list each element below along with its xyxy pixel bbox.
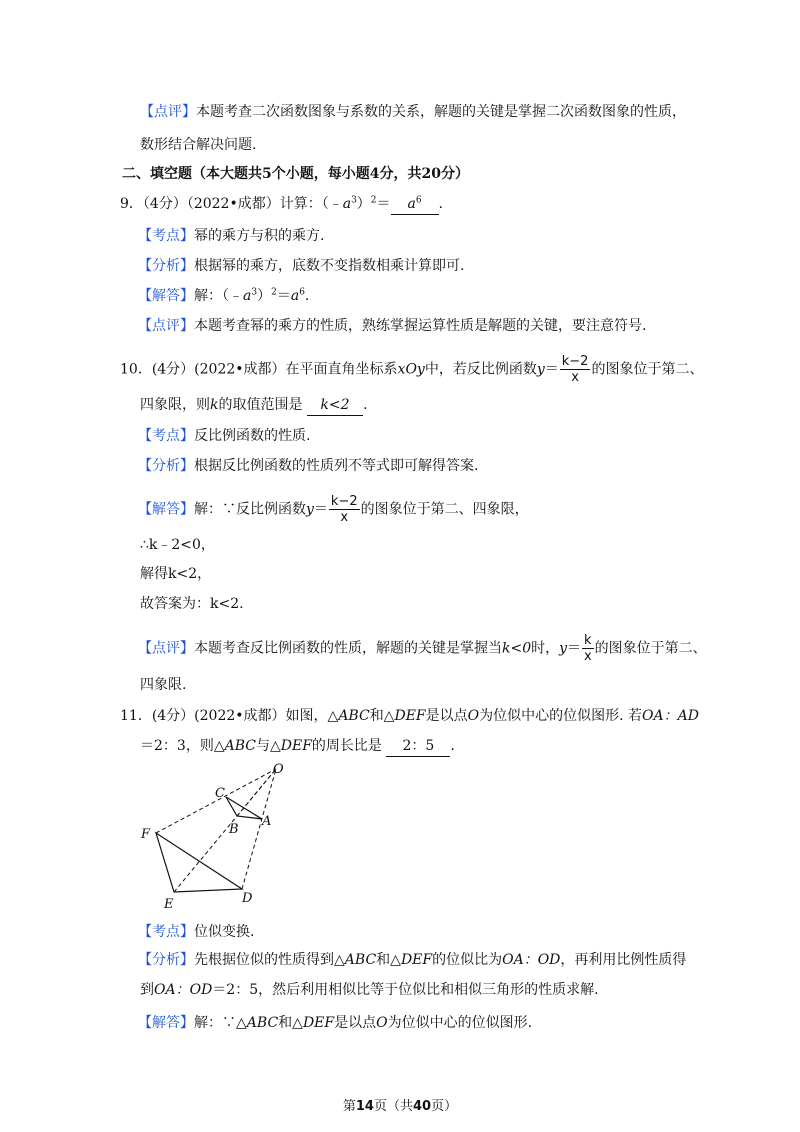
tri-abc: ABC: [344, 952, 377, 968]
dash-bo: [237, 769, 276, 816]
fenxi-tag: 【分析】: [138, 258, 194, 274]
dianping-text3: 的图象位于第二、: [594, 640, 707, 657]
comment-text-cont: 数形结合解决问题.: [140, 137, 257, 153]
page-footer: [0, 1095, 800, 1114]
jieda-tag: 【解答】: [138, 288, 194, 304]
q9-stem: [120, 194, 443, 215]
var-a: a: [243, 288, 252, 304]
q11-stem-2: ＝2：3，则△ABC与△DEF的周长比是 2：5 .: [140, 736, 455, 757]
frac-num: k: [584, 633, 592, 648]
page-number: 14: [355, 1099, 374, 1114]
label-e: E: [164, 897, 174, 912]
frac-num: k−2: [330, 494, 358, 509]
dash-fo: [156, 769, 276, 833]
dianping-text2: 时，: [531, 640, 560, 657]
dianping-text: 本题考查幂的乘方的性质，熟练掌握运算性质是解题的关键，要注意符号.: [194, 318, 647, 334]
fenxi2-text2: ＝2：5，然后利用相似比等于位似比和相似三角形的性质求解.: [212, 982, 599, 998]
tri-def: DEF: [400, 952, 433, 968]
jieda-text: 解：（﹣: [194, 288, 243, 304]
q9-answer: [391, 194, 439, 215]
var-y: y: [536, 361, 545, 378]
kaodian-text: 位似变换.: [194, 924, 255, 940]
exp-3: 3: [351, 195, 357, 206]
kaodian-tag: 【考点】: [138, 428, 194, 444]
fraction: [582, 633, 594, 664]
q11-stem: [120, 706, 699, 726]
jieda-text: 解：∵△: [194, 1015, 247, 1031]
tri-def: DEF: [302, 1015, 335, 1031]
q9-jieda: [138, 286, 309, 306]
comment-tag: 【点评】: [140, 104, 196, 120]
var-a: a: [342, 196, 352, 212]
jieda-and: 和△: [278, 1015, 303, 1031]
label-f: F: [141, 827, 151, 842]
kaodian-text: 幂的乘方与积的乘方.: [194, 228, 325, 244]
q10-dianping-2: 四象限.: [140, 677, 187, 693]
dianping-tag: 【点评】: [138, 640, 194, 657]
q10-stem: 10．(4分）(2022•成都）在平面直角坐标系xOy中，若反比例函数y＝ $\frac{k-2}{x}$ 的图象位于第二、: [120, 354, 704, 385]
q9-dianping: [138, 316, 646, 336]
kaodian-tag: 【考点】: [138, 924, 194, 940]
jieda-text2: 是以点: [334, 1015, 377, 1031]
tri-abc: ABC: [338, 708, 370, 724]
tri-def: DEF: [280, 738, 312, 754]
q9-paren: ）: [356, 196, 371, 212]
q10-stem2-text2: 的取值范围是: [218, 397, 303, 413]
frac-den: x: [571, 370, 579, 385]
ans-var-a: a: [407, 196, 416, 212]
q11-fenxi-2: [140, 980, 599, 1000]
ratio-oa-od: OA：OD: [154, 982, 213, 998]
prev-comment-line-1: [140, 102, 686, 122]
dianping-text: 本题考查反比例函数的性质，解题的关键是掌握当: [194, 640, 502, 657]
q10-stem-text2: 中，若反比例函数: [424, 361, 537, 378]
fraction: [329, 494, 360, 525]
jieda-paren: ）: [257, 288, 272, 304]
dash-do: [242, 769, 276, 889]
var-y: y: [559, 640, 568, 657]
q11-stem2-text: ＝2：3，则△: [140, 738, 225, 754]
q11-text2: 为位似中心的位似图形. 若: [479, 708, 643, 724]
period: .: [304, 288, 310, 304]
label-o: O: [273, 762, 284, 777]
fenxi2-text: 到: [140, 982, 154, 998]
q9-fenxi: [138, 256, 464, 276]
jieda-text2: 的图象位于第二、四象限，: [360, 501, 529, 518]
q10-stem-text: 10．(4分）(2022•成都）在平面直角坐标系: [120, 361, 398, 378]
page-total: 40: [413, 1099, 432, 1114]
kaodian-text: 反比例函数的性质.: [194, 428, 311, 444]
exp-2: 2: [370, 195, 377, 206]
label-d: D: [242, 891, 253, 906]
point-o: O: [467, 708, 480, 724]
fenxi-text: 根据幂的乘方，底数不变指数相乘计算即可.: [194, 258, 465, 274]
q10-step3: 故答案为：k<2.: [140, 596, 244, 612]
q10-stem-text3: 的图象位于第二、: [591, 361, 704, 378]
q10-dianping: 【点评】本题考查反比例函数的性质，解题的关键是掌握当k<0时，y＝ $\frac{k}{x}$ 的图象位于第二、: [138, 633, 707, 664]
tri-abc: ABC: [246, 1015, 279, 1031]
exp-3: 3: [251, 287, 258, 298]
xoy: xOy: [397, 361, 425, 378]
frac-den: x: [340, 510, 349, 525]
q10-step2: 解得k<2，: [140, 566, 212, 582]
comment-text: 本题考查二次函数图象与系数的关系，解题的关键是掌握二次函数图象的性质，: [196, 104, 686, 120]
q10-fenxi: [138, 456, 478, 476]
tri-def: DEF: [394, 708, 426, 724]
fenxi-and: 和△: [376, 952, 401, 968]
jieda-tag: 【解答】: [138, 501, 194, 518]
q11-jieda: [138, 1013, 532, 1033]
fenxi-text2: 的位似比为: [432, 952, 503, 968]
fenxi-tag: 【分析】: [138, 458, 194, 474]
fenxi-text3: ，再利用比例性质得: [560, 952, 687, 968]
q11-kaodian: [138, 922, 254, 942]
label-b: B: [229, 822, 239, 837]
jieda-text3: 为位似中心的位似图形.: [387, 1015, 533, 1031]
ratio-oa-ad: OA：AD: [642, 708, 699, 724]
footer-mid: 页（共: [373, 1099, 413, 1114]
dianping-tag: 【点评】: [138, 318, 194, 334]
frac-num: k−2: [561, 354, 589, 369]
q10-stem-2: 四象限，则k的取值范围是 k<2 .: [140, 395, 367, 416]
q11-and: 和△: [369, 708, 395, 724]
q10-jieda: 【解答】解：∵反比例函数y＝ $\frac{k-2}{x}$ 的图象位于第二、四象限，: [138, 494, 529, 525]
fraction: [560, 354, 591, 385]
var-y: y: [306, 501, 314, 518]
q9-eq: ＝: [376, 196, 391, 212]
jieda-text: 解：∵反比例函数: [194, 501, 306, 518]
fenxi-text: 根据反比例函数的性质列不等式即可解得答案.: [194, 458, 479, 474]
footer-post: 页）: [431, 1099, 458, 1114]
q10-step1: ∴k﹣2<0，: [140, 537, 215, 553]
q10-answer: k<2: [307, 395, 363, 416]
fenxi-tag: 【分析】: [138, 952, 194, 968]
tri-abc: ABC: [224, 738, 256, 754]
similarity-figure: [130, 755, 300, 915]
ratio-oa-od: OA：OD: [502, 952, 561, 968]
section-title: 二、填空题（本大题共5个小题，每小题4分，共20分）: [122, 166, 469, 182]
q11-stem2-text2: 的周长比是: [311, 738, 382, 754]
jieda-tag: 【解答】: [138, 1015, 194, 1031]
q9-stem-text: 9．（4分）（2022•成都）计算：（﹣: [120, 196, 343, 212]
q9-period: .: [438, 196, 443, 212]
kaodian-tag: 【考点】: [138, 228, 194, 244]
q10-stem2-text: 四象限，则: [140, 397, 210, 413]
jieda-eq: ＝: [276, 288, 291, 304]
frac-den: x: [583, 649, 592, 664]
q11-text: 是以点: [425, 708, 468, 724]
point-o: O: [376, 1015, 388, 1031]
q9-kaodian: [138, 226, 324, 246]
label-a: A: [262, 814, 272, 829]
q11-stem2-and: 与△: [255, 738, 281, 754]
ans-exp-6: 6: [415, 195, 422, 206]
label-c: C: [215, 786, 225, 801]
footer-pre: 第: [342, 1099, 356, 1114]
exp-6: 6: [299, 287, 305, 298]
var-a: a: [290, 288, 300, 304]
fenxi-text: 先根据位似的性质得到△: [194, 952, 345, 968]
q11-answer: 2：5: [386, 736, 450, 757]
q11-fenxi: [138, 950, 686, 970]
q11-stem-text: 11．(4分）(2022•成都）如图，△: [120, 708, 339, 724]
prev-comment-line-2: [140, 135, 256, 155]
exp-2: 2: [271, 287, 277, 298]
k-lt-0: k<0: [502, 640, 532, 657]
var-k: k: [210, 397, 219, 413]
q10-kaodian: [138, 426, 310, 446]
